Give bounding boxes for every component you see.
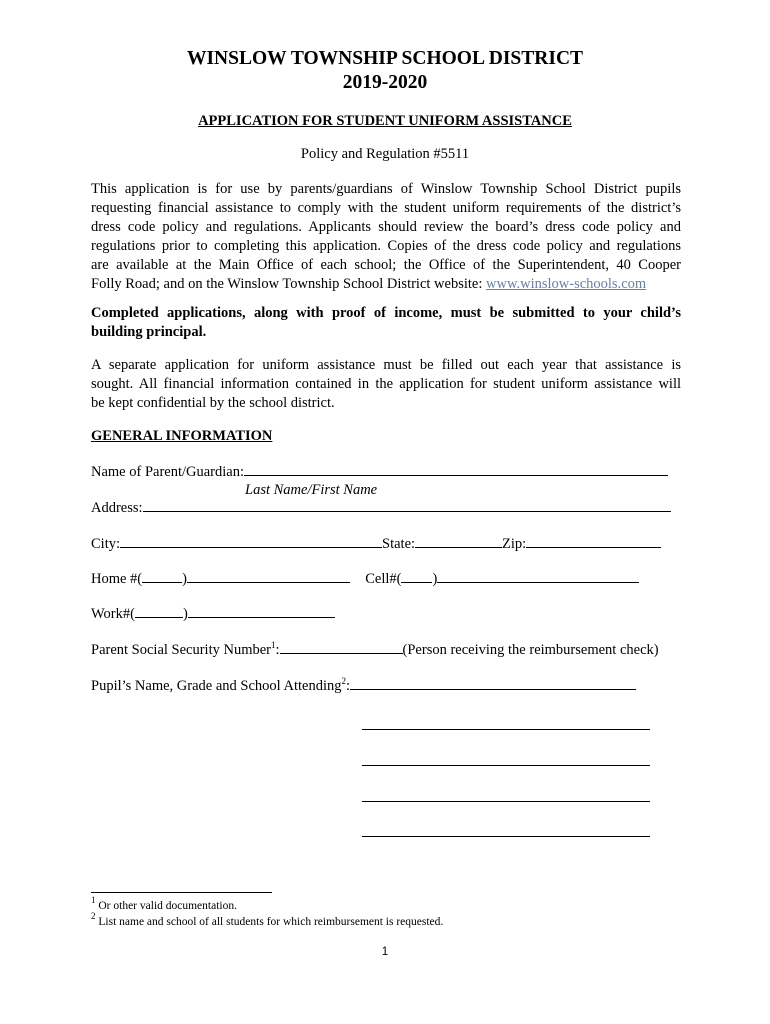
ssn-field[interactable] <box>280 641 403 654</box>
city-field[interactable] <box>120 535 382 548</box>
parent-name-hint: Last Name/First Name <box>245 482 378 498</box>
phone-row <box>91 570 639 588</box>
separate-line: be kept confidential by the school district. <box>91 395 335 411</box>
intro-last-line-text: Folly Road; and on the Winslow Township School District website: <box>91 276 486 292</box>
pupil-field-1[interactable] <box>350 677 636 690</box>
pupil-field-4[interactable] <box>362 801 650 802</box>
home-phone-label: Home #( <box>91 571 143 587</box>
pupil-field-3[interactable] <box>362 765 650 766</box>
general-information-heading: GENERAL INFORMATION <box>91 428 273 444</box>
district-title: WINSLOW TOWNSHIP SCHOOL DISTRICT <box>186 48 584 69</box>
cell-paren: ) <box>432 571 438 587</box>
work-paren: ) <box>182 606 188 622</box>
home-phone-field[interactable] <box>187 570 350 583</box>
submission-notice <box>91 304 681 342</box>
intro-line: requesting financial assistance to comply with the student uniform requirements of the district’s <box>91 200 681 216</box>
address-field[interactable] <box>143 499 671 512</box>
policy-reference: Policy and Regulation #5511 <box>300 146 470 162</box>
footnote-ref-1: 1 <box>271 640 276 650</box>
intro-line <box>91 275 681 294</box>
separate-line: A separate application for uniform assistance must be filled out each year that assistance is <box>91 357 681 373</box>
form-title: APPLICATION FOR STUDENT UNIFORM ASSISTANCE <box>198 113 572 129</box>
intro-line: dress code policy and regulations. Applicants should review the board’s dress code policy and <box>91 219 681 235</box>
footnote-1-number: 1 <box>91 895 96 905</box>
footnote-ref-2: 2 <box>341 676 346 686</box>
separate-application-paragraph <box>91 356 681 413</box>
intro-line: This application is for use by parents/guardians of Winslow Township School District pupils <box>91 181 681 197</box>
pupil-label: Pupil’s Name, Grade and School Attending <box>91 678 342 694</box>
cell-area-code-field[interactable] <box>401 570 432 583</box>
page-number: 1 <box>381 946 389 958</box>
home-paren: ) <box>182 571 187 587</box>
parent-name-row <box>91 463 668 481</box>
city-state-zip-row <box>91 535 661 553</box>
parent-name-field[interactable] <box>244 463 668 476</box>
school-year: 2019-2020 <box>342 72 428 93</box>
ssn-row <box>91 641 659 659</box>
ssn-note: (Person receiving the reimbursement check) <box>402 642 659 658</box>
address-row <box>91 499 671 517</box>
ssn-label: Parent Social Security Number <box>91 642 271 658</box>
intro-line: regulations prior to completing this application. Copies of the dress code policy and regulations <box>91 238 681 254</box>
work-phone-field[interactable] <box>188 605 335 618</box>
work-phone-label: Work#( <box>91 606 135 622</box>
footnote-1 <box>91 895 237 912</box>
intro-paragraph <box>91 180 681 294</box>
work-area-code-field[interactable] <box>135 605 183 618</box>
footnote-1-text: Or other valid documentation. <box>95 900 237 912</box>
website-link[interactable]: www.winslow-schools.com <box>486 276 647 292</box>
footnote-2-number: 2 <box>91 911 96 921</box>
home-area-code-field[interactable] <box>142 570 182 583</box>
pupil-field-5[interactable] <box>362 836 650 837</box>
pupil-colon: : <box>346 678 351 694</box>
notice-line: Completed applications, along with proof of income, must be submitted to your child’s <box>91 305 681 321</box>
zip-field[interactable] <box>526 535 661 548</box>
pupil-row <box>91 677 636 695</box>
pupil-field-2[interactable] <box>362 729 650 730</box>
footnote-2 <box>91 911 444 928</box>
address-label: Address: <box>91 500 143 516</box>
separate-line: sought. All financial information contained in the application for student uniform assistance will <box>91 376 681 392</box>
intro-line: are available at the Main Office of each school; the Office of the Superintendent, 40 Cooper <box>91 257 681 273</box>
footnote-rule <box>91 892 272 893</box>
notice-line: building principal. <box>91 324 207 340</box>
ssn-colon: : <box>275 642 280 658</box>
footnote-2-text: List name and school of all students for which reimbursement is requested. <box>95 916 444 928</box>
cell-phone-field[interactable] <box>437 570 639 583</box>
cell-phone-label: Cell#( <box>365 571 402 587</box>
state-label: State: <box>382 536 416 552</box>
work-phone-row <box>91 605 335 623</box>
state-field[interactable] <box>415 535 502 548</box>
city-label: City: <box>91 536 121 552</box>
parent-name-label: Name of Parent/Guardian: <box>91 464 245 480</box>
zip-label: Zip: <box>502 536 527 552</box>
